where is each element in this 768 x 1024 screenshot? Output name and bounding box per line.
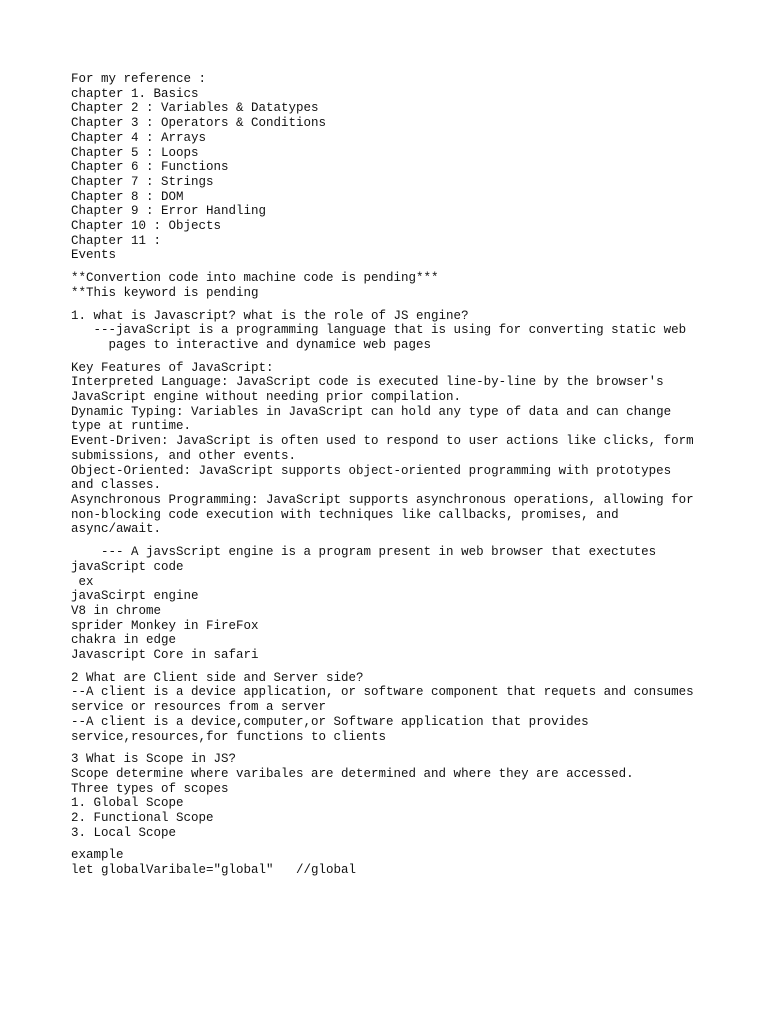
answer-line: Three types of scopes xyxy=(71,781,229,796)
chapter-line: Chapter 4 : Arrays xyxy=(71,130,207,145)
question-1 xyxy=(71,309,751,353)
answer-line: 3. Local Scope xyxy=(71,825,177,840)
chapter-line: chapter 1. Basics xyxy=(71,86,199,101)
feature-line: type at runtime. xyxy=(71,419,192,434)
chapter-line: Chapter 7 : Strings xyxy=(71,174,214,189)
engine-line: sprider Monkey in FireFox xyxy=(71,618,259,633)
example-section xyxy=(71,848,751,877)
example-heading: example xyxy=(71,848,124,863)
feature-line: Asynchronous Programming: JavaScript supports asynchronous operations, allowing for xyxy=(71,492,694,507)
pending-notes xyxy=(71,271,751,300)
chapter-line: Chapter 10 : Objects xyxy=(71,219,222,234)
feature-line: async/await. xyxy=(71,522,162,537)
answer-line: 1. Global Scope xyxy=(71,796,184,811)
answer-line: Scope determine where varibales are determined and where they are accessed. xyxy=(71,766,634,781)
chapter-line: Chapter 5 : Loops xyxy=(71,145,199,160)
feature-line: and classes. xyxy=(71,478,162,493)
engine-line: Javascript Core in safari xyxy=(71,648,259,663)
key-features-section xyxy=(71,361,751,537)
question-2 xyxy=(71,671,751,745)
answer-line: --A client is a device application, or software component that requets and consumes xyxy=(71,685,694,700)
chapter-line: Chapter 3 : Operators & Conditions xyxy=(71,116,327,131)
answer-line: ---javaScript is a programming language that is using for converting static web xyxy=(71,323,687,338)
document-page xyxy=(71,72,751,878)
feature-line: Object-Oriented: JavaScript supports object-oriented programming with prototypes xyxy=(71,463,672,478)
feature-line: Dynamic Typing: Variables in JavaScript can hold any type of data and can change xyxy=(71,404,672,419)
reference-section xyxy=(71,72,751,263)
js-engine-section xyxy=(71,545,751,663)
question-heading: 3 What is Scope in JS? xyxy=(71,752,237,767)
feature-line: JavaScript engine without needing prior compilation. xyxy=(71,390,462,405)
chapter-line: Events xyxy=(71,248,117,263)
chapter-line: Chapter 11 : xyxy=(71,233,162,248)
feature-line: Interpreted Language: JavaScript code is executed line-by-line by the browser's xyxy=(71,375,664,390)
reference-heading: For my reference : xyxy=(71,72,207,86)
answer-line: 2. Functional Scope xyxy=(71,811,214,826)
answer-line: service or resources from a server xyxy=(71,700,327,715)
feature-line: Event-Driven: JavaScript is often used to respond to user actions like clicks, form xyxy=(71,434,694,449)
question-heading: 1. what is Javascript? what is the role of JS engine? xyxy=(71,308,469,323)
engine-line: chakra in edge xyxy=(71,633,177,648)
chapter-line: Chapter 2 : Variables & Datatypes xyxy=(71,101,319,116)
pending-note: **This keyword is pending xyxy=(71,285,259,300)
code-line: let globalVaribale="global" //global xyxy=(71,863,357,878)
engine-line: V8 in chrome xyxy=(71,603,162,618)
engine-line: javaScirpt engine xyxy=(71,589,199,604)
question-3 xyxy=(71,752,751,840)
engine-line: --- A javsScript engine is a program present in web browser that exectutes xyxy=(71,545,657,560)
engine-line: javaScript code xyxy=(71,559,184,574)
feature-line: non-blocking code execution with techniques like callbacks, promises, and xyxy=(71,507,619,522)
question-heading: 2 What are Client side and Server side? xyxy=(71,670,364,685)
pending-note: **Convertion code into machine code is pending*** xyxy=(71,271,439,286)
chapter-line: Chapter 6 : Functions xyxy=(71,160,229,175)
engine-line: ex xyxy=(71,574,94,589)
answer-line: pages to interactive and dynamice web pages xyxy=(71,337,432,352)
answer-line: service,resources,for functions to clients xyxy=(71,729,387,744)
answer-line: --A client is a device,computer,or Software application that provides xyxy=(71,714,589,729)
chapter-line: Chapter 8 : DOM xyxy=(71,189,184,204)
chapter-line: Chapter 9 : Error Handling xyxy=(71,204,267,219)
features-heading: Key Features of JavaScript: xyxy=(71,360,274,375)
feature-line: submissions, and other events. xyxy=(71,448,297,463)
